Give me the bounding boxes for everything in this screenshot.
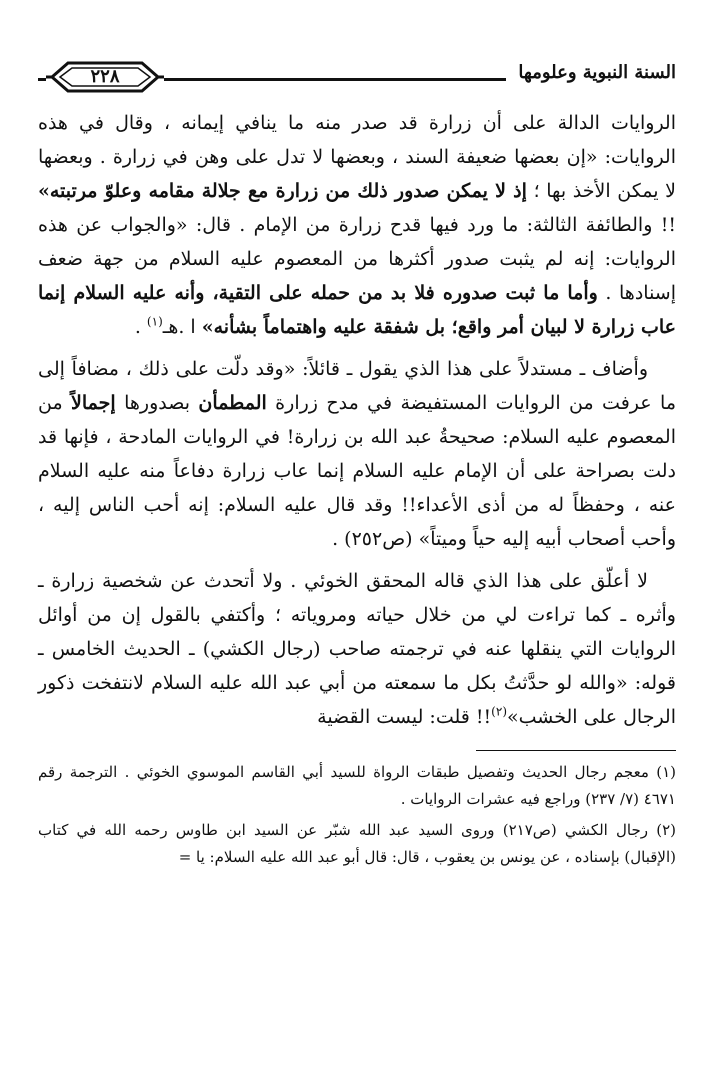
emphasized-text: المطمأن (198, 392, 267, 414)
paragraph-text: وأضاف ـ مستدلاً على هذا الذي يقول ـ قائلاً: «وقد دلّت على ذلك ، مضافاً إلى ما عرفت من الروايات المستفيضة في مدح زرارة (38, 358, 676, 414)
paragraph-text: من المعصوم عليه السلام: صحيحةُ عبد الله بن زرارة! في الروايات المادحة ، فإنها قد دلت بصراحة على أن الإمام عليه السلام إنما عاب زرارة دفاعاً منه عليه السلام عنه ، وحفظاً له من أذى الأعداء!! وقد قال عليه السلام: إنه أحب الناس إليه ، وأحب أصحاب أبيه إليه حياً وميتاً» (ص٢٥٢) . (38, 392, 677, 550)
paragraph-text: . (134, 316, 147, 338)
page-number-ornament (46, 60, 164, 94)
footnote: (٢) رجال الكشي (ص٢١٧) وروى السيد عبد الله شبّر عن السيد ابن طاوس رحمه الله في كتاب (الإقبال) بإسناده ، عن يونس بن يعقوب ، قال: قال أبو عبد الله عليه السلام: يا = (38, 821, 676, 866)
footnotes (38, 759, 676, 871)
paragraph-text: الروايات الدالة على أن زرارة قد صدر منه ما ينافي إيمانه ، وقال في هذه الروايات: «إن بعضها ضعيفة السند ، وبعضها لا تدل على وهن في زرارة . وبعضها لا يمكن الأخذ بها ؛ (38, 112, 676, 202)
running-title: السنة النبوية وعلومها (518, 62, 676, 83)
book-page (38, 52, 676, 871)
paragraph-text: !! والطائفة الثالثة: ما ورد فيها قدح زرارة من الإمام . قال: «والجواب عن هذه الروايات: إنه لم يثبت صدور أكثرها من المعصوم عليه السلام من جهة ضعف إسنادها . (38, 214, 677, 304)
body-paragraph (38, 352, 676, 556)
paragraph-text: بصدورها (115, 392, 199, 414)
page-header (38, 52, 676, 96)
footnote: (١) معجم رجال الحديث وتفصيل طبقات الرواة للسيد أبي القاسم الموسوي الخوئي . الترجمة رقم ٤٦٧١ (٧/ ٢٣٧) وراجع فيه عشرات الروايات . (38, 763, 676, 808)
emphasized-text: إذ لا يمكن صدور ذلك من زرارة مع جلالة مقامه وعلوّ مرتبته» (38, 180, 527, 202)
paragraph-text: لا أعلّق على هذا الذي قاله المحقق الخوئي . ولا أتحدث عن شخصية زرارة ـ وأثره ـ كما تراءت لي من خلال حياته ومروياته ؛ وأكتفي بالقول إن من أوائل الروايات التي ينقلها عنه في ترجمته صاحب (رجال الكشي) ـ الحديث الخامس ـ قوله: «والله لو حدَّثتُ بكل ما سمعته من أبي عبد الله عليه السلام لانتفخت ذكور الرجال على الخشب» (38, 570, 676, 728)
body-paragraph (38, 106, 676, 344)
paragraph-text: !! قلت: ليست القضية (317, 706, 492, 728)
body-paragraph (38, 564, 676, 734)
emphasized-text: وأما ما ثبت صدوره فلا بد من حمله على التقية، وأنه عليه السلام إنما عاب زرارة لا لبيان أمر واقع؛ بل شفقة عليه واهتماماً بشأنه» (38, 282, 676, 338)
paragraph-text: ا .هـ (162, 316, 202, 338)
body-text (38, 106, 676, 734)
emphasized-text: إجمالاً (71, 392, 116, 414)
footnote-marker: (١) (146, 314, 163, 329)
page-number: ٢٢٨ (90, 66, 120, 87)
footnote-marker: (٢) (491, 704, 507, 719)
footnote-separator (476, 750, 676, 751)
